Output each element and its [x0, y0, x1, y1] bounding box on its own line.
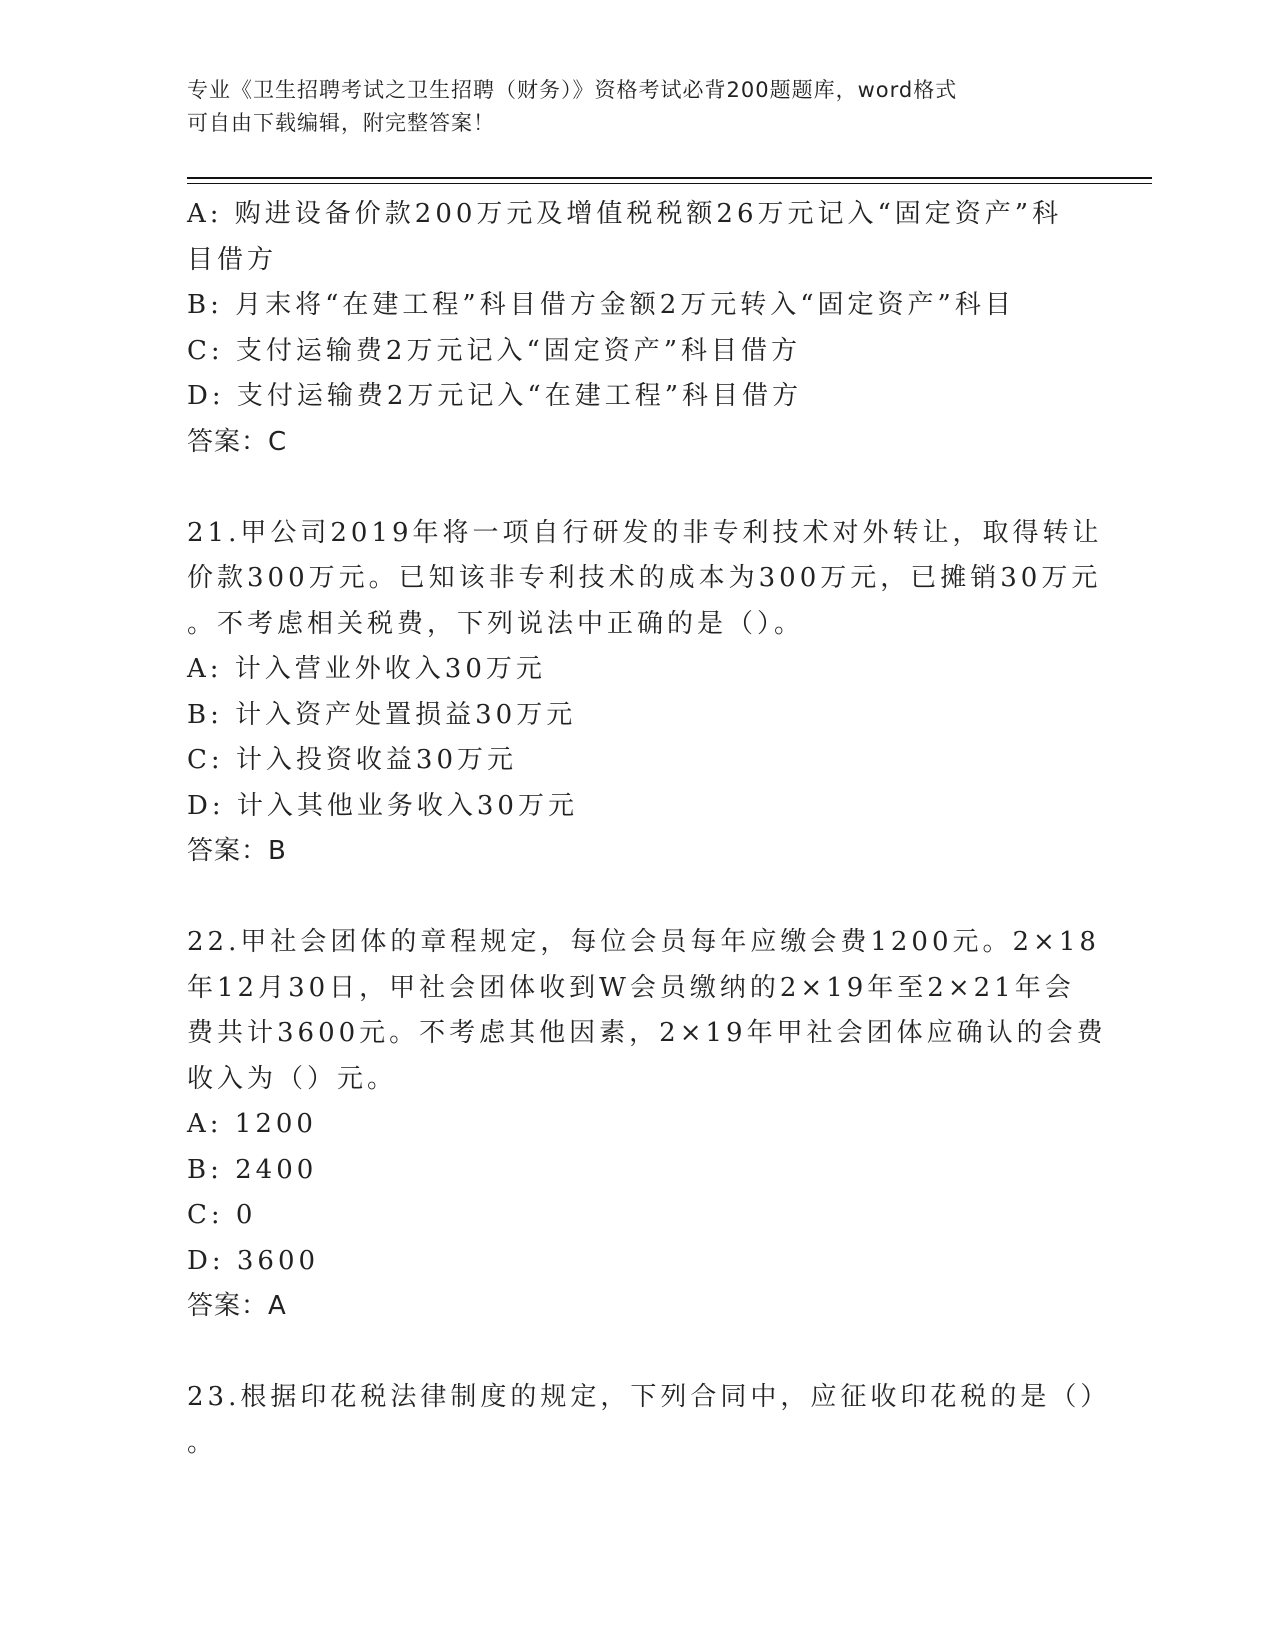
- spacer: [187, 875, 1087, 921]
- q21-stem-line2: 价款300万元。已知该非专利技术的成本为300万元，已摊销30万元: [187, 563, 1102, 593]
- q21-stem-line3: 。不考虑相关税费，下列说法中正确的是（）。: [187, 608, 805, 639]
- q21-stem-line1: 21.甲公司2019年将一项自行研发的非专利技术对外转让，取得转让: [187, 517, 1103, 548]
- question-20-block: [187, 192, 1087, 465]
- question-21-block: [187, 511, 1103, 875]
- question-22-block: [187, 920, 1107, 1330]
- q23-stem-line2: 。: [187, 1427, 218, 1458]
- header-divider-thick: [187, 177, 1152, 179]
- q21-option-a: A: 计入营业外收入30万元: [187, 654, 546, 684]
- spacer: [187, 1330, 1087, 1376]
- q21-option-c: C: 计入投资收益30万元: [187, 745, 518, 775]
- spacer: [187, 465, 1087, 511]
- q20-option-a-line2: 目借方: [187, 244, 278, 275]
- q21-answer: 答案：B: [187, 836, 287, 866]
- question-content: [187, 192, 1111, 1466]
- q20-option-b: B: 月末将“在建工程”科目借方金额2万元转入“固定资产”科目: [187, 290, 1015, 320]
- header-title-line1: 专业《卫生招聘考试之卫生招聘（财务）》资格考试必背200题题库，word格式: [187, 78, 958, 102]
- q22-stem-line3: 费共计3600元。不考虑其他因素，2×19年甲社会团体应确认的会费: [187, 1018, 1107, 1048]
- q21-option-d: D: 计入其他业务收入30万元: [187, 790, 578, 821]
- q22-stem-line1: 22.甲社会团体的章程规定，每位会员每年应缴会费1200元。2×18: [187, 927, 1100, 957]
- q22-stem-line2: 年12月30日，甲社会团体收到W会员缴纳的2×19年至2×21年会: [187, 972, 1075, 1003]
- q22-stem-line4: 收入为（）元。: [187, 1063, 398, 1094]
- q20-option-a-line1: A: 购进设备价款200万元及增值税税额26万元记入“固定资产”科: [187, 199, 1063, 229]
- q22-option-a: A: 1200: [187, 1109, 317, 1139]
- q21-option-b: B: 计入资产处置损益30万元: [187, 699, 577, 730]
- q20-option-d: D: 支付运输费2万元记入“在建工程”科目借方: [187, 381, 802, 411]
- header-title-line2: 可自由下载编辑，附完整答案！: [187, 111, 495, 135]
- q22-option-b: B: 2400: [187, 1154, 318, 1185]
- q20-answer: 答案：C: [187, 426, 288, 457]
- q23-stem-line1: 23.根据印花税法律制度的规定，下列合同中，应征收印花税的是（）: [187, 1382, 1111, 1412]
- q22-answer: 答案：A: [187, 1291, 287, 1321]
- q22-option-c: C: 0: [187, 1200, 257, 1230]
- q22-option-d: D: 3600: [187, 1245, 320, 1276]
- q20-option-c: C: 支付运输费2万元记入“固定资产”科目借方: [187, 335, 802, 366]
- question-23-block: [187, 1375, 1111, 1466]
- document-header: [187, 74, 1067, 140]
- header-divider-thin: [187, 183, 1152, 184]
